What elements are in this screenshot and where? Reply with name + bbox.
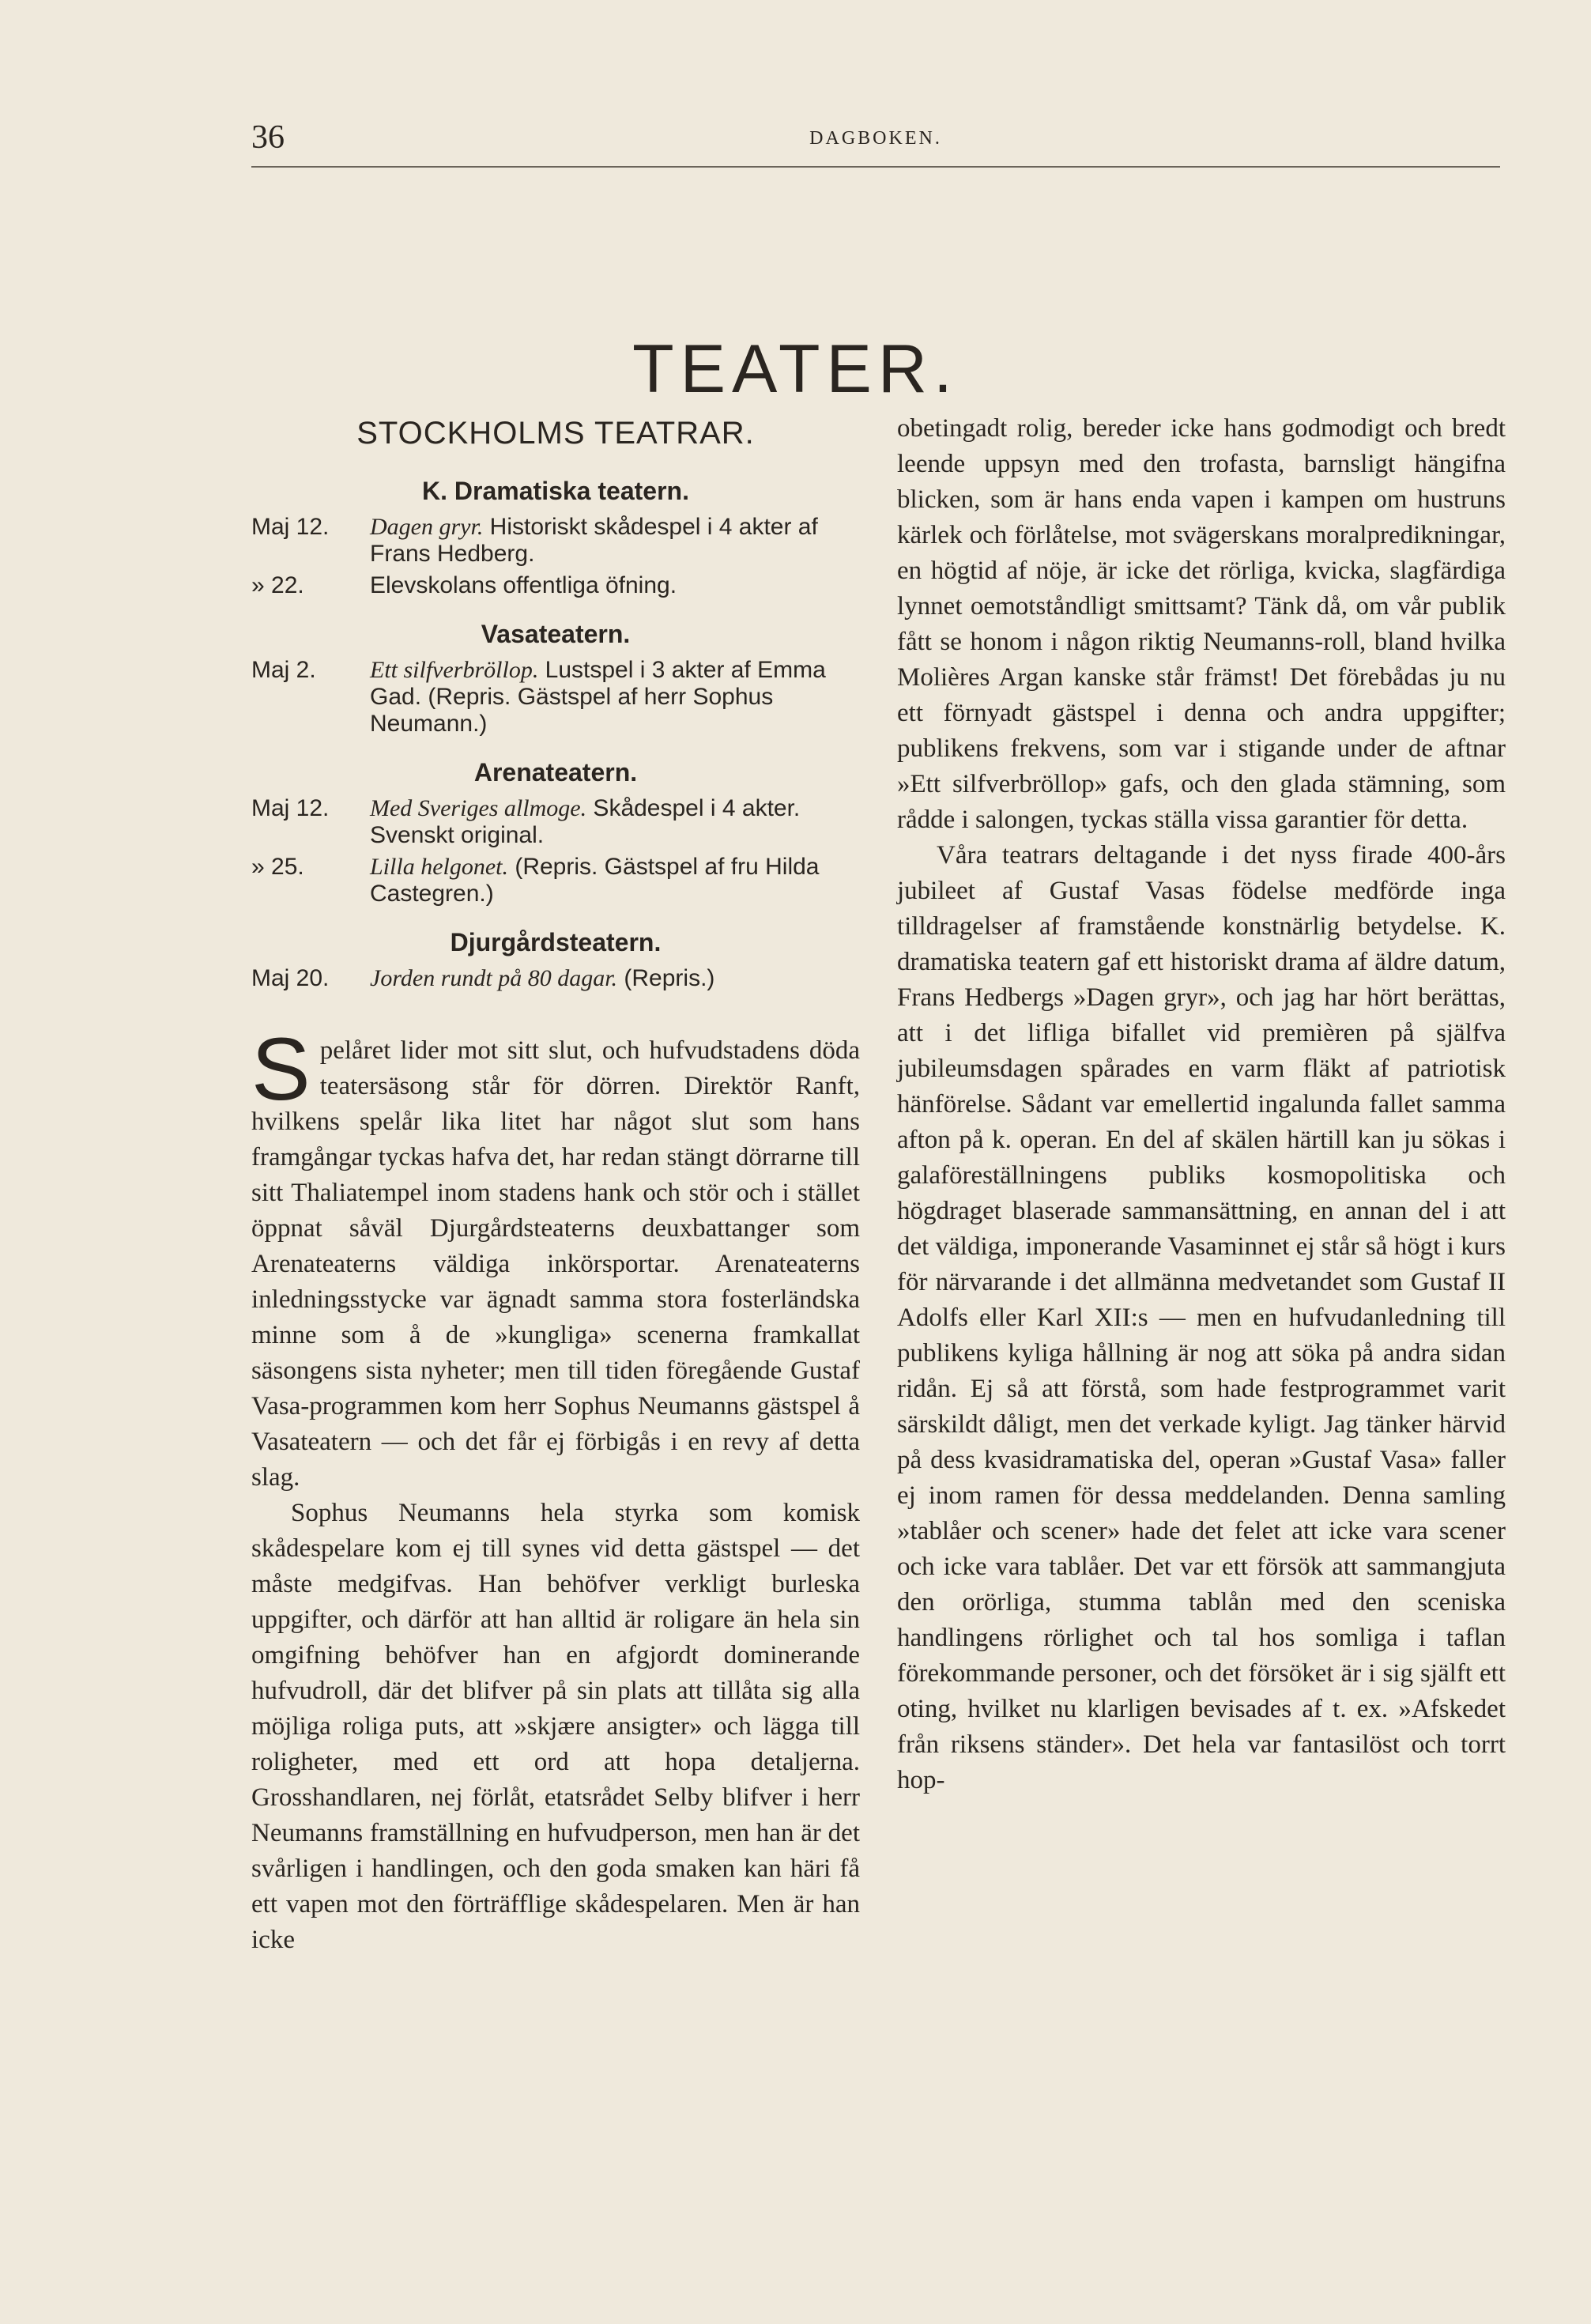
entry-description: Skådespel i 4 akter. Svenskt original. xyxy=(370,795,801,848)
theatre-name: Vasateatern. xyxy=(481,620,631,648)
entry-description: Lustspel i 3 akter af Emma Gad. (Repris. Gästspel af herr Sophus Neumann.) xyxy=(370,657,826,737)
subsection-title: STOCKHOLMS TEATRAR. xyxy=(356,416,755,451)
left-column xyxy=(251,411,860,1958)
entry-date: Maj 12. xyxy=(251,795,330,821)
entry-date: Maj 20. xyxy=(251,965,330,991)
listing-entry xyxy=(251,854,860,907)
theatre-block xyxy=(251,620,860,738)
drop-cap: S xyxy=(251,1020,311,1119)
entry-description: (Repris.) xyxy=(617,965,715,991)
article-paragraph: obetingadt rolig, bereder icke hans godmodigt och bredt leende uppsyn med den trofasta, barnsligt hängifna blicken, som är hans enda vapen i kampen om hustruns kärlek och förlåtelse, mot svägerskans moralpredikningar, en högtid af nöje, är icke det rörliga, kvicka, slagfärdiga lynnet oemotståndligt smittsamt? Tänk då, om vår publik fått se honom i någon riktig Neumanns-roll, bland hvilka Molières Argan kanske står främst! Det förebådas ju nu ett förnyadt gästspel i denna och andra uppgifter; publikens frekvens, som var i stigande under de aftnar »Ett silfverbröllop» gafs, och den glada stämning, som rådde i salongen, tyckas ställa vissa garantier för detta. xyxy=(897,414,1506,834)
theatre-name: K. Dramatiska teatern. xyxy=(422,477,689,505)
entry-title: Lilla helgonet. xyxy=(370,854,508,880)
theatre-name: Djurgårdsteatern. xyxy=(450,928,662,956)
right-column xyxy=(897,411,1506,1798)
listing-entry xyxy=(251,795,860,849)
entry-description: Elevskolans offentliga öfning. xyxy=(370,572,677,598)
article-paragraph: Spelåret lider mot sitt slut, och hufvudstadens döda teatersäsong står för dörren. Direktör Ranft, hvilkens spelår lika litet har något slut som hans framgångar tyckas hafva det, har redan stängt dörrarne till sitt Thaliatempel inom stadens hank och stör och i stället öppnat såväl Djurgårdsteaterns deuxbattanger som Arenateaterns väldiga inkörsportar. Arenateaterns inledningsstycke var ägnadt samma stora fosterländska minne som å de »kungliga» scenerna framkallat säsongens sista nyheter; men till tiden föregående Gustaf Vasa-programmen kom herr Sophus Neumanns gästspel å Vasateatern — och det får ej förbigås i en revy af detta slag. xyxy=(251,1020,860,1492)
article-paragraph: Våra teatrars deltagande i det nyss firade 400-års jubileet af Gustaf Vasas födelse medförde inga tilldragelser af framstående konstnärlig betydelse. K. dramatiska teatern gaf ett historiskt drama af äldre datum, Frans Hedbergs »Dagen gryr», och jag har hört berättas, att i det lifliga bifallet vid premièren på själfva jubileumsdagen spårades en varm fläkt af patriotisk hänförelse. Sådant var emellertid ingalunda fallet samma afton på k. operan. En del af skälen härtill kan ju sökas i galaföreställningens publiks kosmopolitiska och högdraget blaserade sammansättning, en annan del i att det väldiga, imponerande Vasaminnet ej står så högt i kurs för närvarande i det allmänna medvetandet som Gustaf II Adolfs eller Karl XII:s — men en hufvudanledning till publikens kyliga hållning är nog att söka på andra sidan ridån. Ej så att förstå, som hade festprogrammet varit särskildt dåligt, men det verkade kyligt. Jag tänker härvid på dess kvasidramatiska del, operan »Gustaf Vasa» faller ej inom ramen för dessa meddelanden. Denna samling »tablåer och scener» hade det felet att icke vara scener och icke vara tablåer. Det var ett försök att sammangjuta den orörliga, stumma tablån med den sceniska handlingens rörlighet och tal hos somliga i taflan förekommande personer, och det försöket är i sig själft ett oting, hvilket nu klarligen bevisades af t. ex. »Afskedet från riksens ständer». Det hela var fantasilöst och torrt hop- xyxy=(897,841,1506,1794)
listing-entry xyxy=(251,657,860,738)
entry-title: Med Sveriges allmoge. xyxy=(370,795,587,821)
section-title: TEATER. xyxy=(632,330,959,407)
entry-date: Maj 2. xyxy=(251,657,316,683)
listing-entry xyxy=(251,572,860,599)
theatre-block xyxy=(251,758,860,907)
theatre-name: Arenateatern. xyxy=(473,758,638,787)
listing-entry xyxy=(251,514,860,568)
article-paragraph: Sophus Neumanns hela styrka som komisk skådespelare kom ej till synes vid detta gästspel — det måste medgifvas. Han behöfver verkligt burleska uppgifter, och därför att han alltid är roligare än hela sin omgifning behöfver han en afgjordt dominerande hufvudroll, där det blifver på sin plats att tillåta sig alla möjliga roliga puts, att »skjære ansigter» och lägga till roligheter, med ett ord att hopa detaljerna. Grosshandlaren, nej förlåt, etatsrådet Selby blifver i herr Neumanns framställning en hufvudperson, men han är det svårligen i handlingen, och den goda smaken kan häri få ett vapen mot den förträfflige skådespelaren. Men är han icke xyxy=(251,1499,860,1954)
theatre-block xyxy=(251,477,860,599)
theatre-block xyxy=(251,928,860,992)
page-number: 36 xyxy=(251,119,285,156)
entry-date: Maj 12. xyxy=(251,514,330,540)
entry-date: » 25. xyxy=(251,854,304,880)
entry-description: Historiskt skådespel i 4 akter af Frans Hedberg. xyxy=(370,514,818,567)
page-header xyxy=(251,119,1500,168)
entry-title: Jorden rundt på 80 dagar. xyxy=(370,965,618,991)
listing-entry xyxy=(251,965,860,992)
entry-description: (Repris. Gästspel af fru Hilda Castegren.) xyxy=(370,854,820,907)
entry-title: Dagen gryr. xyxy=(370,514,484,540)
running-head: DAGBOKEN. xyxy=(809,128,942,149)
entry-title: Ett silfverbröllop. xyxy=(370,657,539,683)
entry-date: » 22. xyxy=(251,572,304,598)
